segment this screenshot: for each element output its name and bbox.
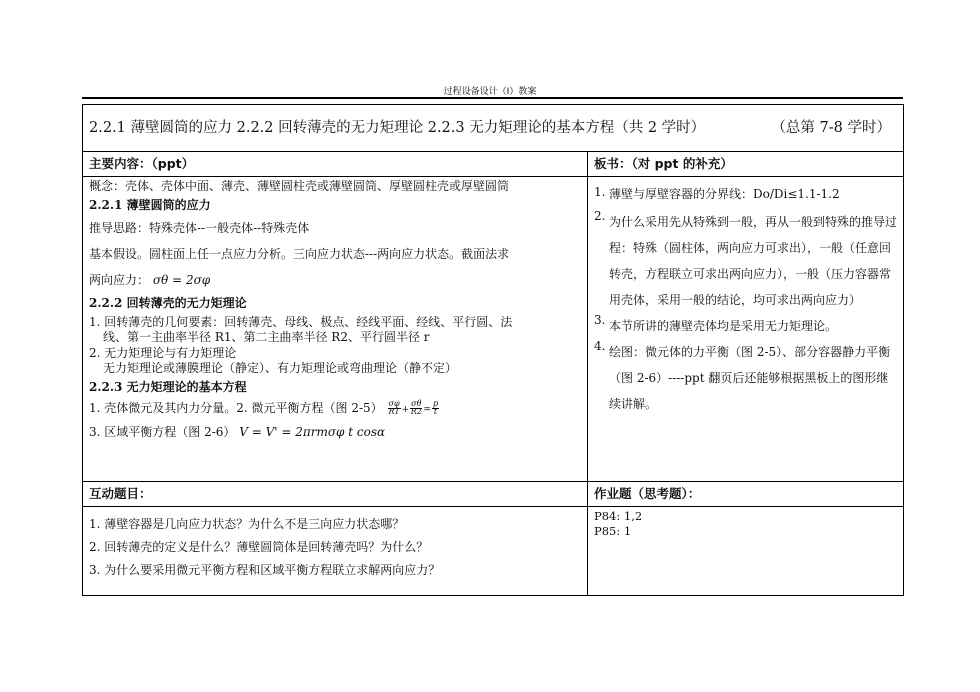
fraction-sigma-theta-r2 bbox=[410, 400, 422, 417]
question-item: 3. 为什么要采用微元平衡方程和区域平衡方程联立求解两向应力？ bbox=[89, 563, 441, 577]
section-2-2-2-title: 2.2.2 回转薄壳的无力矩理论 bbox=[89, 295, 247, 310]
section-2-2-3-title: 2.2.3 无力矩理论的基本方程 bbox=[89, 379, 247, 394]
homework-heading: 作业题（思考题）： bbox=[588, 482, 904, 507]
membrane-theory-detail: 无力矩理论或薄膜理论（静定）、有力矩理论或弯曲理论（静不定） bbox=[103, 361, 458, 376]
question-item: 1. 薄壁容器是几向应力状态？为什么不是三向应力状态哪？ bbox=[89, 517, 405, 531]
hoop-stress-formula: σθ = 2σφ bbox=[152, 272, 211, 287]
frac2-num: σθ bbox=[411, 398, 422, 408]
geometry-elements-line1: 1. 回转薄壳的几何要素：回转薄壳、母线、极点、经线平面、经线、平行圆、法 bbox=[89, 314, 513, 329]
region-equilibrium-label: 3. 区域平衡方程（图 2-6） bbox=[89, 424, 236, 439]
board-item-text: 本节所讲的薄壁壳体均是采用无力矩理论。 bbox=[609, 319, 838, 333]
lesson-total-hours: （总第 7-8 学时） bbox=[771, 119, 891, 136]
main-content-cell bbox=[83, 177, 588, 482]
equilibrium-equation-line: 1. 壳体微元及其内力分量。2. 微元平衡方程（图 $2-5) \frac{\sigma\varphi}{R1}+\frac{\sigma\theta}{R2}=\frac{p}{t}$ bbox=[89, 398, 439, 417]
board-item-number: 2. bbox=[594, 209, 606, 223]
page-header: 过程设备设计（Ⅰ）教案 bbox=[443, 87, 537, 97]
frac3-den: t bbox=[433, 407, 438, 417]
board-item bbox=[594, 185, 897, 203]
frac2-den: R2 bbox=[410, 407, 422, 417]
board-item-text: 薄壁与厚壁容器的分界线：Do/Di≤1.1-1.2 bbox=[609, 187, 840, 201]
element-equilibrium-text: 1. 壳体微元及其内力分量。2. 微元平衡方程（图 2-5） bbox=[89, 400, 383, 415]
region-equilibrium-line bbox=[89, 425, 581, 441]
main-content-heading: 主要内容：（ppt） bbox=[83, 152, 588, 177]
lesson-title-text: 2.2.1 薄壁圆筒的应力 2.2.2 回转薄壳的无力矩理论 2.2.3 无力矩理论的基本方程（共 2 学时） bbox=[89, 119, 706, 136]
board-item bbox=[594, 313, 897, 339]
lesson-plan-table bbox=[82, 104, 904, 596]
fraction-p-t bbox=[432, 400, 439, 417]
board-item-number: 3. bbox=[594, 313, 606, 327]
two-way-stress-label: 两向应力： bbox=[89, 272, 150, 287]
header-rule bbox=[82, 97, 903, 99]
two-way-stress-line bbox=[89, 267, 581, 293]
board-item bbox=[594, 339, 897, 417]
region-equilibrium-formula: V = V' = 2πrmσφ t cosα bbox=[239, 424, 386, 439]
derivation-idea: 推导思路：特殊壳体--一般壳体--特殊壳体 bbox=[89, 220, 310, 235]
board-item-number: 4. bbox=[594, 339, 606, 353]
board-item-number: 1. bbox=[594, 185, 606, 199]
board-item bbox=[594, 209, 897, 313]
board-item-text: 绘图：微元体的力平衡（图 2-5）、部分容器静力平衡（图 2-6）----ppt 翻页后还能够根据黑板上的图形继续讲解。 bbox=[609, 345, 891, 411]
fraction-sigma-phi-r1 bbox=[388, 400, 401, 417]
basic-assumption: 基本假设。圆柱面上任一点应力分析。三向应力状态---两向应力状态。截面法求 bbox=[89, 246, 510, 261]
homework-item: P84: 1,2 bbox=[594, 509, 643, 523]
questions-cell bbox=[83, 507, 588, 596]
board-notes-cell bbox=[588, 177, 904, 482]
homework-cell bbox=[588, 507, 904, 596]
board-item-text: 为什么采用先从特殊到一般，再从一般到特殊的推导过程：特殊（圆柱体，两向应力可求出），一般（任意回转壳，方程联立可求出两向应力），一般（压力容器常用壳体，采用一般的结论，均可求出两向应力） bbox=[609, 215, 898, 307]
homework-item: P85: 1 bbox=[594, 523, 632, 538]
concept-line: 概念：壳体、壳体中面、薄壳、薄壁圆柱壳或薄壁圆筒、厚壁圆柱壳或厚壁圆筒 bbox=[89, 179, 510, 193]
frac3-num: p bbox=[432, 398, 439, 408]
geometry-elements-line2: 线、第一主曲率半径 R1、第二主曲率半径 R2、平行圆半径 r bbox=[103, 330, 430, 345]
question-item: 2. 回转薄壳的定义是什么？薄壁圆筒体是回转薄壳吗？为什么？ bbox=[89, 540, 429, 554]
lesson-title bbox=[83, 105, 904, 152]
frac1-den: R1 bbox=[388, 407, 400, 417]
frac1-num: σφ bbox=[388, 398, 400, 408]
membrane-theory-item: 2. 无力矩理论与有力矩理论 bbox=[89, 345, 237, 360]
section-2-2-1-title: 2.2.1 薄壁圆筒的应力 bbox=[89, 197, 211, 212]
board-notes-heading: 板书：（对 ppt 的补充） bbox=[588, 152, 904, 177]
questions-heading: 互动题目： bbox=[83, 482, 588, 507]
